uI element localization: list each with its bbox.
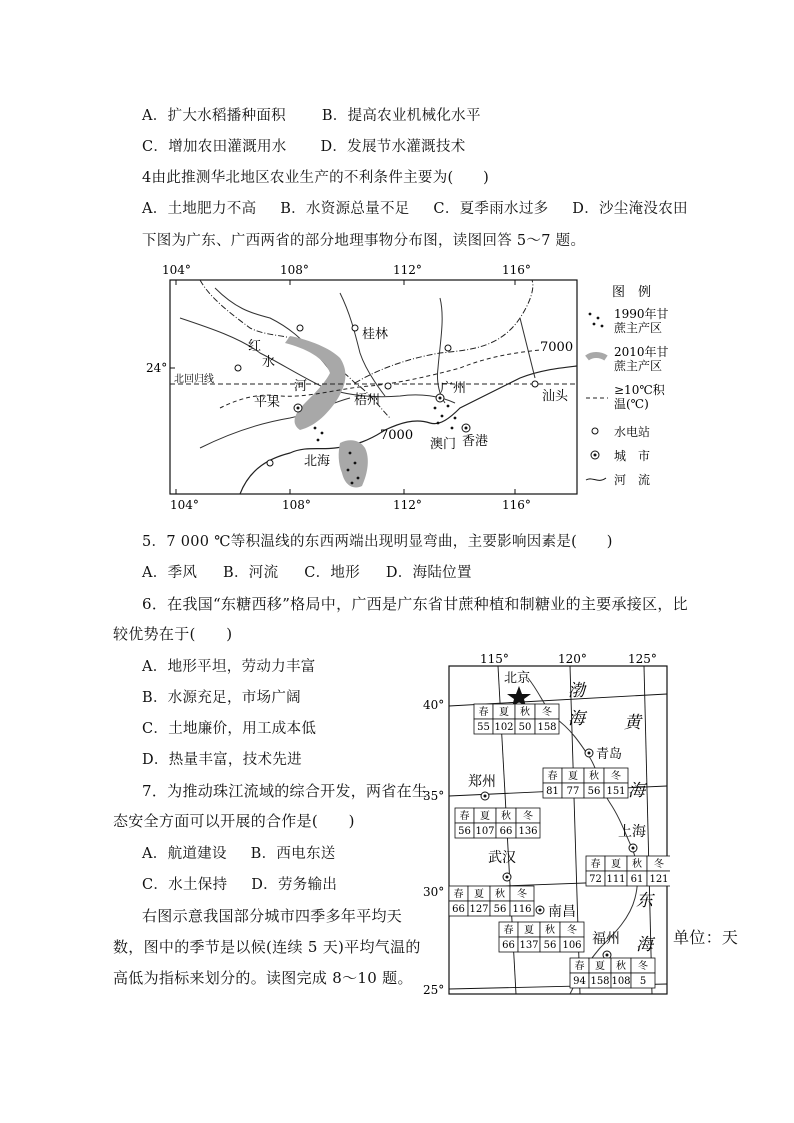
season-header: 夏: [474, 889, 484, 900]
map1-label-hong: 红: [248, 339, 262, 354]
intro-8-10-line3: 高低为指标来划分的。读图完成 8～10 题。: [113, 969, 413, 987]
season-days-value: 102: [494, 722, 514, 733]
legend-river-icon: [586, 478, 606, 480]
season-header: 夏: [611, 859, 621, 870]
q4-option-d: D．沙尘淹没农田: [572, 201, 688, 217]
map1-hydro-stations: [235, 325, 538, 466]
map2-lat-25: 25°: [423, 983, 445, 997]
city-fuzhou-label: 福州: [592, 931, 620, 947]
city-zhengzhou-label: 郑州: [468, 774, 496, 790]
season-header: 秋: [520, 707, 530, 718]
q6-stem-line2: 较优势在于( ): [113, 625, 233, 643]
q7-stem-line2: 态安全方面可以开展的合作是( ): [113, 812, 355, 830]
legend-hydro: 水电站: [614, 425, 651, 439]
season-days-value: 66: [452, 904, 465, 915]
season-days-value: 56: [493, 904, 507, 915]
intro-8-10-line1: 右图示意我国部分城市四季多年平均天: [142, 907, 403, 925]
q3-option-c: C．增加农田灌溉用水: [142, 139, 287, 155]
season-header: 冬: [654, 859, 664, 870]
map-city-season-days: [420, 648, 670, 1000]
season-days-value: 108: [611, 976, 631, 987]
q6-stem-line1: 6．在我国“东糖西移”格局中，广西是广东省甘蔗种植和制糖业的主要承接区，比: [142, 595, 688, 613]
season-header: 春: [590, 859, 601, 870]
q4-stem: 4由此推测华北地区农业生产的不利条件主要为( ): [142, 170, 490, 186]
legend-1990-a: 1990年甘: [614, 307, 669, 321]
map1-label-beihai: 北海: [304, 454, 331, 469]
q4-option-b: B．水资源总量不足: [280, 201, 410, 217]
map1-label-xianggang: 香港: [462, 434, 489, 449]
season-days-value: 111: [606, 874, 626, 885]
map1-frame: [170, 280, 577, 494]
season-header: 冬: [567, 925, 577, 936]
map1-label-he: 河: [294, 379, 308, 394]
map2-lat-30: 30°: [423, 885, 445, 899]
city-qingdao-label: 青岛: [596, 747, 623, 762]
map1-lon-bottom-112: 112°: [393, 498, 422, 512]
map2-lat-35: 35°: [423, 789, 445, 803]
q3-option-d: D．发展节水灌溉技术: [320, 139, 466, 155]
city-wuhan-label: 武汉: [488, 850, 516, 866]
season-days-value: 106: [562, 940, 582, 951]
season-days-value: 107: [475, 826, 495, 837]
map2-lon-125: 125°: [628, 652, 657, 666]
season-header: 夏: [595, 961, 605, 972]
season-header: 春: [478, 707, 489, 718]
legend-hydro-icon: [592, 428, 598, 434]
season-header: 秋: [616, 961, 626, 972]
unit-label: 单位：天: [673, 928, 739, 947]
season-days-value: 55: [477, 722, 490, 733]
q5-option-a: A．季风: [142, 565, 198, 581]
season-header: 夏: [499, 707, 509, 718]
q6-option-c: C．土地廉价，用工成本低: [142, 721, 317, 737]
season-table-wuhan: [449, 886, 534, 916]
sea-hai-1: 海: [568, 709, 585, 729]
map1-lon-top-116: 116°: [502, 263, 531, 277]
q3-options-row2: [142, 135, 466, 156]
map2-lon-115: 115°: [480, 652, 509, 666]
sea-dong: 东: [636, 891, 653, 911]
season-header: 秋: [495, 889, 505, 900]
q5-option-d: D．海陆位置: [385, 565, 472, 581]
map-guangdong-guangxi: [140, 258, 700, 513]
season-days-value: 66: [499, 826, 513, 837]
city-beijing-label: 北京: [504, 671, 531, 686]
map2-lon-120: 120°: [558, 652, 587, 666]
season-header: 秋: [501, 811, 511, 822]
map1-lat-24: 24°: [146, 361, 168, 375]
season-days-value: 151: [606, 786, 626, 797]
map2-seas: [568, 681, 656, 955]
q5-options: [142, 561, 472, 582]
map1-rivers: [180, 288, 535, 448]
map1-lon-top-104: 104°: [162, 263, 191, 277]
season-table-beijing: [474, 704, 559, 734]
season-table-qingdao: [543, 768, 628, 798]
q6-option-b: B．水源充足，市场广阔: [142, 690, 301, 706]
map1-lon-bottom-104: 104°: [170, 498, 199, 512]
q7-option-d: D．劳务输出: [251, 877, 338, 893]
season-days-value: 72: [589, 874, 602, 885]
season-header: 春: [503, 925, 514, 936]
q7-options-row2: [142, 873, 337, 894]
city-nanchang-label: 南昌: [548, 904, 576, 920]
q3-option-a: A．扩大水稻播种面积: [142, 108, 286, 124]
season-days-value: 127: [469, 904, 489, 915]
season-header: 冬: [517, 889, 527, 900]
season-header: 春: [459, 811, 470, 822]
city-shanghai-label: 上海: [618, 824, 646, 840]
map1-label-iso-7000-south: 7000: [380, 428, 414, 443]
map1-sugarcane-2010-zone-beihai: [339, 440, 368, 487]
intro-5-7: 下图为广东、广西两省的部分地理事物分布图，读图回答 5～7 题。: [142, 233, 586, 249]
legend-1990-b: 蔗主产区: [614, 321, 663, 335]
season-header: 春: [574, 961, 585, 972]
season-table-zhengzhou: [455, 808, 540, 838]
season-days-value: 50: [518, 722, 532, 733]
map1-legend: [586, 285, 669, 487]
season-table-fuzhou: [570, 958, 655, 988]
season-table-nanchang: [499, 922, 584, 952]
season-days-value: 94: [573, 976, 586, 987]
map1-label-iso-7000-east: 7000: [540, 340, 574, 355]
legend-2010-a: 2010年甘: [614, 345, 669, 359]
legend-2010-b: 蔗主产区: [614, 359, 663, 373]
q3-option-b: B．提高农业机械化水平: [321, 108, 481, 124]
intro-8-10-line2: 数，图中的季节是以候(连续 5 天)平均气温的: [113, 938, 421, 956]
map2-lat-40: 40°: [423, 698, 445, 712]
sea-bo: 渤: [568, 681, 585, 701]
map1-label-aomen: 澳门: [430, 437, 457, 452]
q7-option-c: C．水土保持: [142, 877, 228, 893]
season-days-value: 158: [537, 722, 557, 733]
season-days-value: 56: [543, 940, 557, 951]
q7-stem-line1: 7．为推动珠江流域的综合开发，两省在生: [142, 782, 428, 800]
season-days-value: 158: [590, 976, 610, 987]
map1-label-guilin: 桂林: [362, 327, 389, 342]
season-header: 夏: [524, 925, 534, 936]
season-header: 夏: [480, 811, 490, 822]
season-days-value: 56: [587, 786, 601, 797]
sea-hai-2: 海: [628, 781, 645, 801]
map1-label-guangzhou: 广州: [440, 381, 467, 396]
q5-option-c: C．地形: [304, 565, 361, 581]
season-header: 冬: [638, 961, 648, 972]
season-days-value: 61: [630, 874, 644, 885]
q7-option-a: A．航道建设: [142, 846, 227, 862]
sea-hai-3: 海: [636, 935, 653, 955]
season-days-value: 5: [639, 976, 647, 987]
map1-lon-bottom-108: 108°: [282, 498, 311, 512]
season-header: 夏: [568, 771, 578, 782]
legend-city: 城 市: [614, 449, 651, 463]
season-header: 秋: [632, 859, 642, 870]
map1-lon-top-112: 112°: [393, 263, 422, 277]
season-header: 秋: [589, 771, 599, 782]
season-header: 冬: [523, 811, 533, 822]
season-header: 冬: [542, 707, 552, 718]
map1-tropic-label: 北回归线: [174, 374, 214, 385]
season-days-value: 136: [518, 826, 538, 837]
q4-option-a: A．土地肥力不高: [142, 201, 257, 217]
q6-option-d: D．热量丰富，技术先进: [142, 752, 302, 768]
season-header: 秋: [545, 925, 555, 936]
legend-isotherm-b: 温(℃): [614, 397, 649, 411]
q7-options-row1: [142, 842, 336, 863]
season-days-value: 121: [649, 874, 669, 885]
season-days-value: 116: [512, 904, 532, 915]
season-days-value: 66: [502, 940, 515, 951]
q3-options-row1: [142, 104, 481, 125]
map1-lon-top-108: 108°: [280, 263, 309, 277]
season-days-value: 56: [458, 826, 471, 837]
map1-label-pingguo: 平果: [254, 395, 281, 410]
map1-label-wuzhou: 梧州: [354, 393, 381, 408]
season-table-shanghai: [586, 856, 670, 886]
season-days-value: 77: [566, 786, 580, 797]
q4-options: [142, 197, 688, 218]
q5-option-b: B．河流: [223, 565, 279, 581]
season-header: 春: [453, 889, 464, 900]
legend-isotherm-a: ≥10℃积: [614, 383, 665, 397]
q4-option-c: C．夏季雨水过多: [433, 201, 549, 217]
season-days-value: 81: [546, 786, 559, 797]
map1-label-shui: 水: [262, 355, 276, 370]
q7-option-b: B．西电东送: [250, 846, 336, 862]
legend-river: 河 流: [614, 473, 651, 487]
map1-label-shantou: 汕头: [542, 389, 569, 404]
map1-lon-bottom-116: 116°: [502, 498, 531, 512]
season-header: 冬: [611, 771, 621, 782]
season-header: 春: [547, 771, 558, 782]
q5-stem: 5．7 000 ℃等积温线的东西两端出现明显弯曲，主要影响因素是( ): [142, 534, 613, 550]
season-days-value: 137: [519, 940, 539, 951]
legend-title: 图 例: [612, 285, 652, 300]
q6-option-a: A．地形平坦，劳动力丰富: [142, 659, 316, 675]
sea-huang: 黄: [624, 713, 641, 733]
